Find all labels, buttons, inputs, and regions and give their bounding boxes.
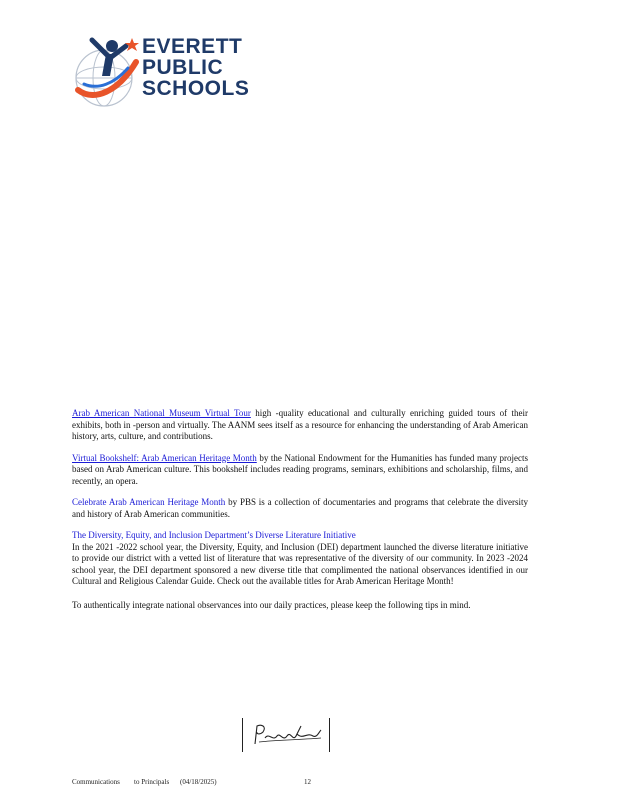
paragraph-tips	[72, 600, 528, 612]
dei-heading: The Diversity, Equity, and Inclusion Department’s Diverse Literature Initiative	[72, 530, 356, 540]
paragraph-celebrate-pbs	[72, 497, 528, 520]
district-logo	[70, 32, 260, 112]
footer-to-principals: to Principals	[134, 778, 170, 786]
logo-emblem-icon	[70, 32, 142, 112]
link-celebrate-heritage-month[interactable]: Celebrate Arab American Heritage Month	[72, 497, 226, 507]
paragraph-text: by the National Endowment for the Humanities has funded many projects based on Arab American culture. This bookshelf includes reading programs, seminars, exhibitions and scholarship, films, and recently, an opera.	[72, 452, 529, 486]
paragraph-dei-initiative	[72, 530, 528, 588]
paragraph-aanm-tour	[72, 408, 528, 443]
logo-line-3: SCHOOLS	[142, 77, 250, 100]
paragraph-text: To authentically integrate national observances into our daily practices, please keep the following tips in mind.	[72, 599, 471, 610]
link-aanm-virtual-tour[interactable]: Arab American National Museum Virtual Tour	[72, 408, 251, 418]
footer-page-number: 12	[304, 778, 311, 786]
logo-line-2: PUBLIC	[142, 56, 224, 79]
paragraph-text: by PBS is a collection of documentaries and programs that celebrate the diversity and history of Arab American communities.	[72, 497, 529, 519]
signature-icon	[247, 720, 325, 750]
footer-date: (04/18/2025)	[180, 778, 217, 786]
link-virtual-bookshelf[interactable]: Virtual Bookshelf: Arab American Heritage Month	[72, 452, 257, 463]
logo-line-1: EVERETT	[142, 35, 243, 58]
paragraph-virtual-bookshelf	[72, 453, 528, 488]
signature-box	[242, 718, 330, 752]
document-body	[72, 408, 528, 621]
footer-communications: Communications	[72, 778, 120, 786]
paragraph-text: high -quality educational and culturally enriching guided tours of their exhibits, both in -person and virtually. The AANM sees itself as a resource for enhancing the understanding of Arab American history, arts, culture, and contributions.	[72, 408, 528, 441]
logo-wordmark	[142, 36, 249, 99]
paragraph-text: In the 2021 -2022 school year, the Diversity, Equity, and Inclusion (DEI) department launched the diverse literature initiative to provide our district with a vetted list of literature that was representative of the diversity of our community. In 2023 -2024 school year, the DEI department sponsored a new diverse title that complimented the national observances identified in our Cultural and Religious Calendar Guide. Check out the available titles for Arab American Heritage Month!	[72, 541, 528, 586]
